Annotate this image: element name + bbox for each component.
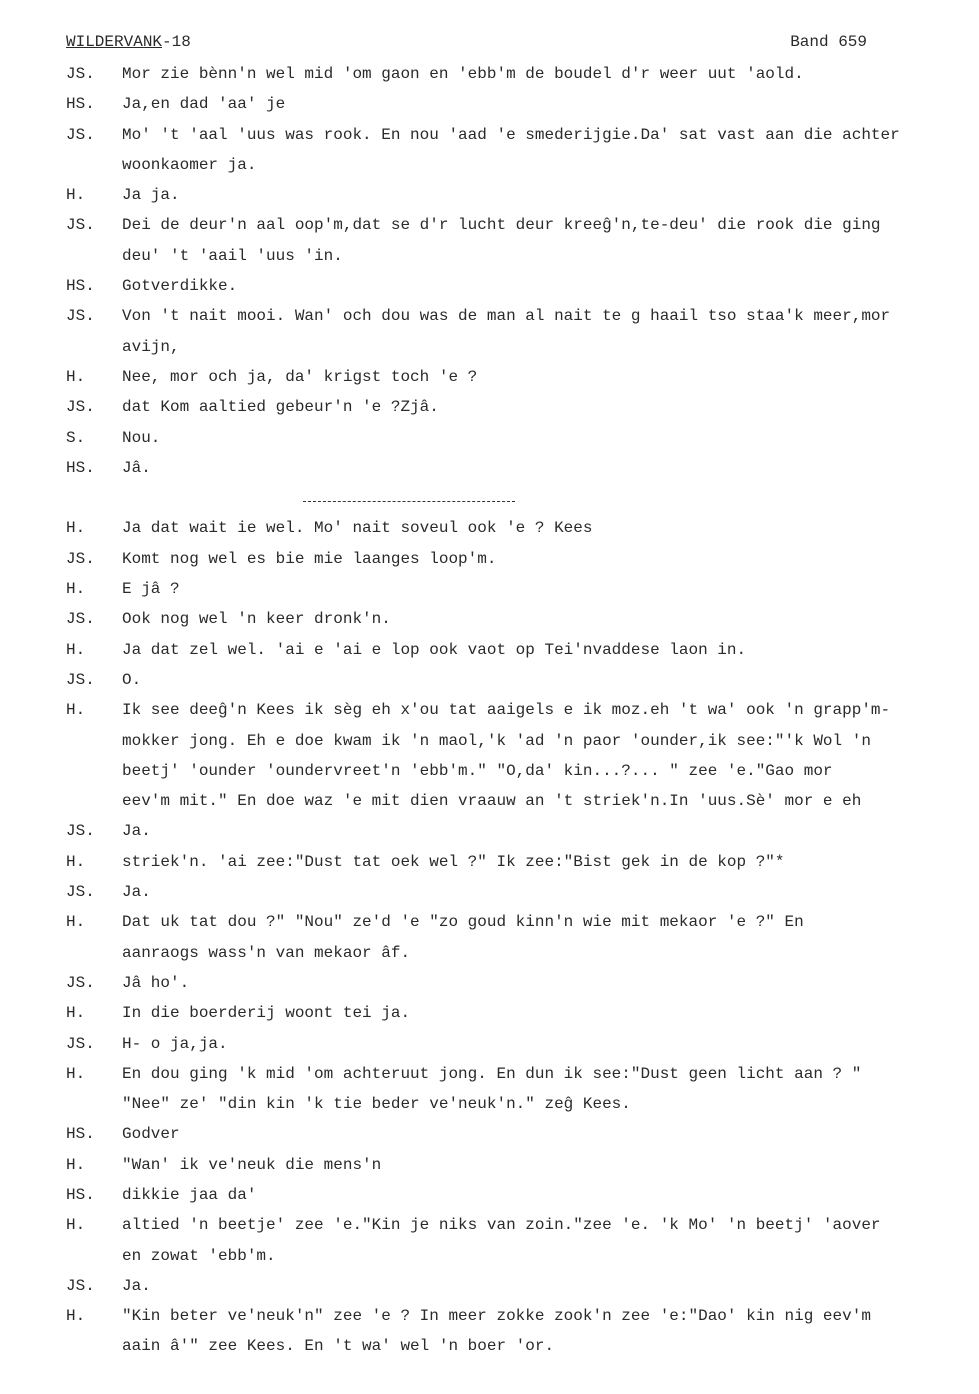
transcript-line bbox=[0, 1180, 979, 1210]
speaker-label: H. bbox=[66, 519, 86, 538]
transcript-line bbox=[0, 1150, 979, 1180]
line-text: en zowat 'ebb'm. bbox=[122, 1246, 276, 1265]
speaker-label: JS. bbox=[66, 670, 95, 689]
section-separator bbox=[0, 483, 979, 513]
speaker-label: JS. bbox=[66, 398, 95, 417]
line-text: Komt nog wel es bie mie laanges loop'm. bbox=[122, 549, 497, 568]
speaker-label: JS. bbox=[66, 1276, 95, 1295]
transcript-line bbox=[0, 544, 979, 574]
line-text: Mor zie bènn'n wel mid 'om gaon en 'ebb'm de boudel d'r weer uut 'aold. bbox=[122, 65, 804, 83]
transcript-line bbox=[0, 907, 979, 937]
line-text: Mo' 't 'aal 'uus was rook. En nou 'aad 'e smederijgie.Da' sat vast aan die achter bbox=[122, 125, 900, 144]
speaker-label: JS. bbox=[66, 549, 95, 568]
line-text: mokker jong. Eh e doe kwam ik 'n maol,'k 'ad 'n paor 'ounder,ik see:"'k Wol 'n bbox=[122, 731, 871, 750]
line-text: Dat uk tat dou ?" "Nou" ze'd 'e "zo goud kinn'n wie mit mekaor 'e ?" En bbox=[122, 913, 804, 932]
header-page-number: -18 bbox=[162, 33, 191, 51]
line-text: altied 'n beetje' zee 'e."Kin je niks van zoin."zee 'e. 'k Mo' 'n beetj' 'aover bbox=[122, 1216, 881, 1235]
transcript-line bbox=[0, 241, 979, 271]
line-text: beetj' 'ounder 'oundervreet'n 'ebb'm." "O,da' kin...?... " zee 'e."Gao mor bbox=[122, 761, 833, 780]
speaker-label: JS. bbox=[66, 125, 95, 144]
transcript-line bbox=[0, 786, 979, 816]
speaker-label: JS. bbox=[66, 822, 95, 841]
transcript-line bbox=[0, 1029, 979, 1059]
speaker-label: H. bbox=[66, 580, 86, 599]
speaker-label: JS. bbox=[66, 307, 95, 326]
speaker-label: JS. bbox=[66, 973, 95, 992]
line-text: Jâ ho'. bbox=[122, 973, 190, 992]
transcript-line bbox=[0, 635, 979, 665]
line-text: In die boerderij woont tei ja. bbox=[122, 1004, 411, 1023]
line-text: O. bbox=[122, 670, 142, 689]
line-text: aain â'" zee Kees. En 't wa' wel 'n boer 'or. bbox=[122, 1337, 555, 1356]
speaker-label: JS. bbox=[66, 216, 95, 235]
speaker-label: S. bbox=[66, 428, 86, 447]
line-text: "Wan' ik ve'neuk die mens'n bbox=[122, 1155, 382, 1174]
speaker-label: H. bbox=[66, 367, 86, 386]
line-text: dikkie jaa da' bbox=[122, 1185, 257, 1204]
line-text: Nee, mor och ja, da' krigst toch 'e ? bbox=[122, 367, 478, 386]
transcript-line bbox=[0, 1331, 979, 1361]
header-title-text: WILDERVANK bbox=[66, 33, 163, 51]
transcript-line bbox=[0, 1271, 979, 1301]
speaker-label: H. bbox=[66, 1307, 86, 1326]
speaker-label: JS. bbox=[66, 1034, 95, 1053]
line-text: Dei de deur'n aal oop'm,dat se d'r lucht deur kreeĝ'n,te-deu' die rook die ging bbox=[122, 216, 881, 235]
speaker-label: H. bbox=[66, 1064, 86, 1083]
transcript-line bbox=[0, 301, 979, 331]
line-text: Von 't nait mooi. Wan' och dou was de man al nait te g haail tso staa'k meer,mor bbox=[122, 307, 891, 326]
transcript-line bbox=[0, 1119, 979, 1149]
speaker-label: H. bbox=[66, 1216, 86, 1235]
speaker-label: JS. bbox=[66, 610, 95, 629]
transcript-line bbox=[0, 665, 979, 695]
transcript-line bbox=[0, 150, 979, 180]
speaker-label: JS. bbox=[66, 65, 95, 83]
line-text: Ja ja. bbox=[122, 186, 180, 205]
line-text: Ja. bbox=[122, 1276, 151, 1295]
header-title bbox=[66, 30, 191, 54]
transcript-line bbox=[0, 1089, 979, 1119]
transcript-line bbox=[0, 998, 979, 1028]
transcript-line bbox=[0, 1210, 979, 1240]
line-text: avijn, bbox=[122, 337, 180, 356]
line-text: Ja. bbox=[122, 883, 151, 902]
transcript-line bbox=[0, 362, 979, 392]
line-text: striek'n. 'ai zee:"Dust tat oek wel ?" Ik zee:"Bist gek in de kop ?"* bbox=[122, 852, 785, 871]
transcript-line bbox=[0, 89, 979, 119]
speaker-label: H. bbox=[66, 186, 86, 205]
transcript-line bbox=[0, 877, 979, 907]
line-text: Nou. bbox=[122, 428, 161, 447]
transcript-line bbox=[0, 1241, 979, 1271]
line-text: "Nee" ze' "din kin 'k tie beder ve'neuk'n." zeĝ Kees. bbox=[122, 1095, 631, 1114]
speaker-label: H. bbox=[66, 701, 86, 720]
transcript-line bbox=[0, 453, 979, 483]
speaker-label: H. bbox=[66, 1004, 86, 1023]
transcript-line bbox=[0, 513, 979, 543]
band-label: Band 659 bbox=[790, 33, 867, 51]
line-text: deu' 't 'aail 'uus 'in. bbox=[122, 246, 343, 265]
transcript-line bbox=[0, 332, 979, 362]
speaker-label: HS. bbox=[66, 1125, 95, 1144]
transcript-line bbox=[0, 968, 979, 998]
transcript-line bbox=[0, 210, 979, 240]
line-text: "Kin beter ve'neuk'n" zee 'e ? In meer zokke zook'n zee 'e:"Dao' kin nig eev'm bbox=[122, 1307, 871, 1326]
transcript-line bbox=[0, 726, 979, 756]
transcript-lines bbox=[0, 59, 979, 1362]
line-text: H- o ja,ja. bbox=[122, 1034, 228, 1053]
line-text: Jâ. bbox=[122, 458, 151, 477]
transcript-line bbox=[0, 1059, 979, 1089]
line-text: Godver bbox=[122, 1125, 180, 1144]
transcript-line bbox=[0, 756, 979, 786]
line-text: Ik see deeĝ'n Kees ik sèg eh x'ou tat aaigels e ik moz.eh 't wa' ook 'n grapp'm- bbox=[122, 701, 891, 720]
speaker-label: HS. bbox=[66, 1185, 95, 1204]
line-text: Ook nog wel 'n keer dronk'n. bbox=[122, 610, 391, 629]
transcript-line bbox=[0, 120, 979, 150]
line-text: En dou ging 'k mid 'om achteruut jong. En dun ik see:"Dust geen licht aan ? " bbox=[122, 1064, 862, 1083]
line-text: aanraogs wass'n van mekaor âf. bbox=[122, 943, 411, 962]
transcript-line bbox=[0, 938, 979, 968]
line-text: Gotverdikke. bbox=[122, 277, 238, 296]
speaker-label: HS. bbox=[66, 277, 95, 296]
transcript-line bbox=[0, 180, 979, 210]
speaker-label: H. bbox=[66, 913, 86, 932]
line-text: E jâ ? bbox=[122, 580, 180, 599]
transcript-line bbox=[0, 816, 979, 846]
transcript-line bbox=[0, 59, 979, 89]
line-text: Ja,en dad 'aa' je bbox=[122, 95, 286, 114]
transcript-line bbox=[0, 604, 979, 634]
transcript-line bbox=[0, 695, 979, 725]
transcript-line bbox=[0, 423, 979, 453]
speaker-label: JS. bbox=[66, 883, 95, 902]
speaker-label: H. bbox=[66, 1155, 86, 1174]
line-text: dat Kom aaltied gebeur'n 'e ?Zjâ. bbox=[122, 398, 439, 417]
speaker-label: H. bbox=[66, 640, 86, 659]
line-text: woonkaomer ja. bbox=[122, 155, 257, 174]
line-text: Ja. bbox=[122, 822, 151, 841]
transcript-line bbox=[0, 574, 979, 604]
line-text: eev'm mit." En doe waz 'e mit dien vraauw an 't striek'n.In 'uus.Sè' mor e eh bbox=[122, 792, 862, 811]
transcript-line bbox=[0, 847, 979, 877]
transcript-line bbox=[0, 392, 979, 422]
transcript-line bbox=[0, 271, 979, 301]
speaker-label: HS. bbox=[66, 95, 95, 114]
dashed-rule bbox=[303, 501, 515, 502]
line-text: Ja dat zel wel. 'ai e 'ai e lop ook vaot op Tei'nvaddese laon in. bbox=[122, 640, 747, 659]
speaker-label: H. bbox=[66, 852, 86, 871]
speaker-label: HS. bbox=[66, 458, 95, 477]
line-text: Ja dat wait ie wel. Mo' nait soveul ook 'e ? Kees bbox=[122, 519, 593, 538]
transcript-line bbox=[0, 1301, 979, 1331]
page-header bbox=[66, 30, 867, 54]
